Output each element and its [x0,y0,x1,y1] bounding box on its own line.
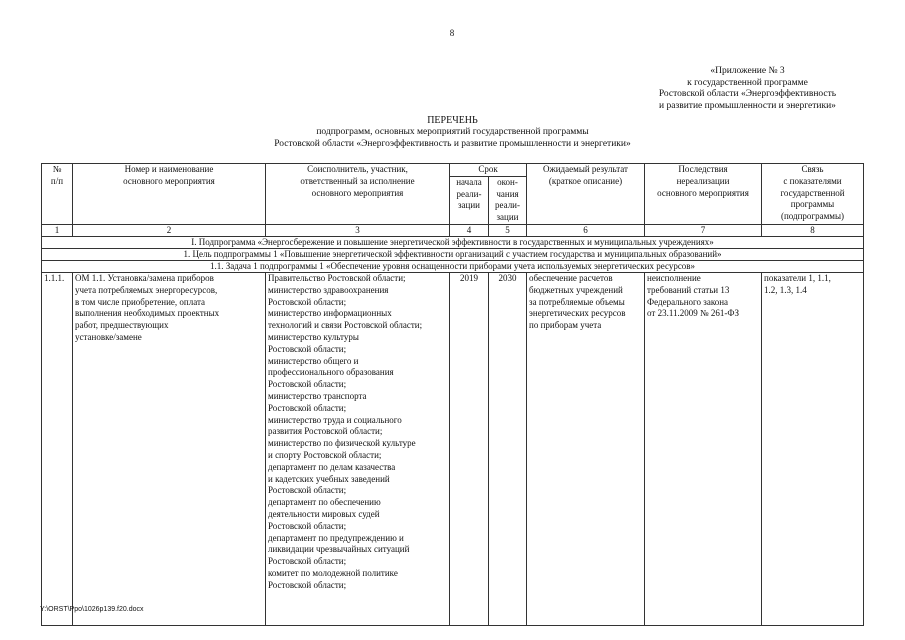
header-num: № п/п [42,164,73,225]
measures-table [41,163,864,626]
row-start-year: 2019 [450,272,489,625]
row-indicator-link: показатели 1, 1.1, 1.2, 1.3, 1.4 [762,272,864,625]
column-number: 3 [266,224,450,236]
title-program: Ростовской области «Энергоэффективность и развитие промышленности и энергетики» [274,138,631,149]
column-number: 8 [762,224,864,236]
header-executor: Соисполнитель, участник, ответственный за исполнение основного мероприятия [266,164,450,225]
row-consequences: неисполнение требований статьи 13 Федерального закона от 23.11.2009 № 261-ФЗ [645,272,762,625]
page-number: 8 [449,28,455,38]
column-number-row [42,224,864,236]
header-link: Связь с показателями государственной программы (подпрограммы) [762,164,864,225]
annex-line: и развитие промышленности и энергетики» [659,100,836,111]
row-number: 1.1.1. [42,272,73,625]
column-number: 5 [489,224,527,236]
annex-line: «Приложение № 3 [710,66,785,76]
table-row [42,272,864,625]
header-term-start: начала реали- зации [450,176,489,224]
header-term: Срок [450,164,527,177]
title-main: ПЕРЕЧЕНЬ [427,115,478,126]
row-executors: Правительство Ростовской области; министерство здравоохранения Ростовской области; министерство информационных технологий и связи Ростовской области; министерство культуры Ростовской области; министерство общего и профессионального образования Ростовской области; министерство транспорта Ростовской области; министерство труда и социального развития Ростовской области; министерство по физической культуре и спорту Ростовской области; департамент по делам казачества и кадетских учебных заведений Ростовской области; департамент по обеспечению деятельности мировых судей Ростовской области; департамент по предупреждению и ликвидации чрезвычайных ситуаций Ростовской области; комитет по молодежной политике Ростовской области; [266,272,450,625]
column-number: 1 [42,224,73,236]
header-term-end: окон- чания реали- зации [489,176,527,224]
column-number: 4 [450,224,489,236]
row-measure-name: ОМ 1.1. Установка/замена приборов учета потребляемых энергоресурсов, в том числе приобретение, оплата выполнения необходимых проектных работ, предшествующих установке/замене [73,272,266,625]
section-text: 1. Цель подпрограммы 1 «Повышение энергетической эффективности организаций с участием государства и муниципальных образований» [42,248,864,260]
header-consequences: Последствия нереализации основного мероприятия [645,164,762,225]
row-end-year: 2030 [489,272,527,625]
section-row-goal [42,248,864,260]
section-row-task [42,260,864,272]
title-subtitle: подпрограмм, основных мероприятий государственной программы [316,127,589,137]
column-number: 6 [527,224,645,236]
row-expected-result: обеспечение расчетов бюджетных учреждений за потребляемые объемы энергетических ресурсов по приборам учета [527,272,645,625]
section-text: I. Подпрограмма «Энергосбережение и повышение энергетической эффективности в государственных и муниципальных учреждениях» [42,236,864,248]
file-path-footer: Y:\ORST\Ppo\1026p139.f20.docx [40,606,144,613]
header-result: Ожидаемый результат (краткое описание) [527,164,645,225]
header-name: Номер и наименование основного мероприятия [73,164,266,225]
column-number: 7 [645,224,762,236]
annex-heading [640,66,855,112]
section-row-subprogram [42,236,864,248]
annex-line: к государственной программе [687,77,808,88]
document-title [150,114,755,150]
annex-line: Ростовской области «Энергоэффективность [658,89,837,99]
section-text: 1.1. Задача 1 подпрограммы 1 «Обеспечение уровня оснащенности приборами учета используемых энергетических ресурсов» [42,260,864,272]
header-row [42,164,864,177]
column-number: 2 [73,224,266,236]
